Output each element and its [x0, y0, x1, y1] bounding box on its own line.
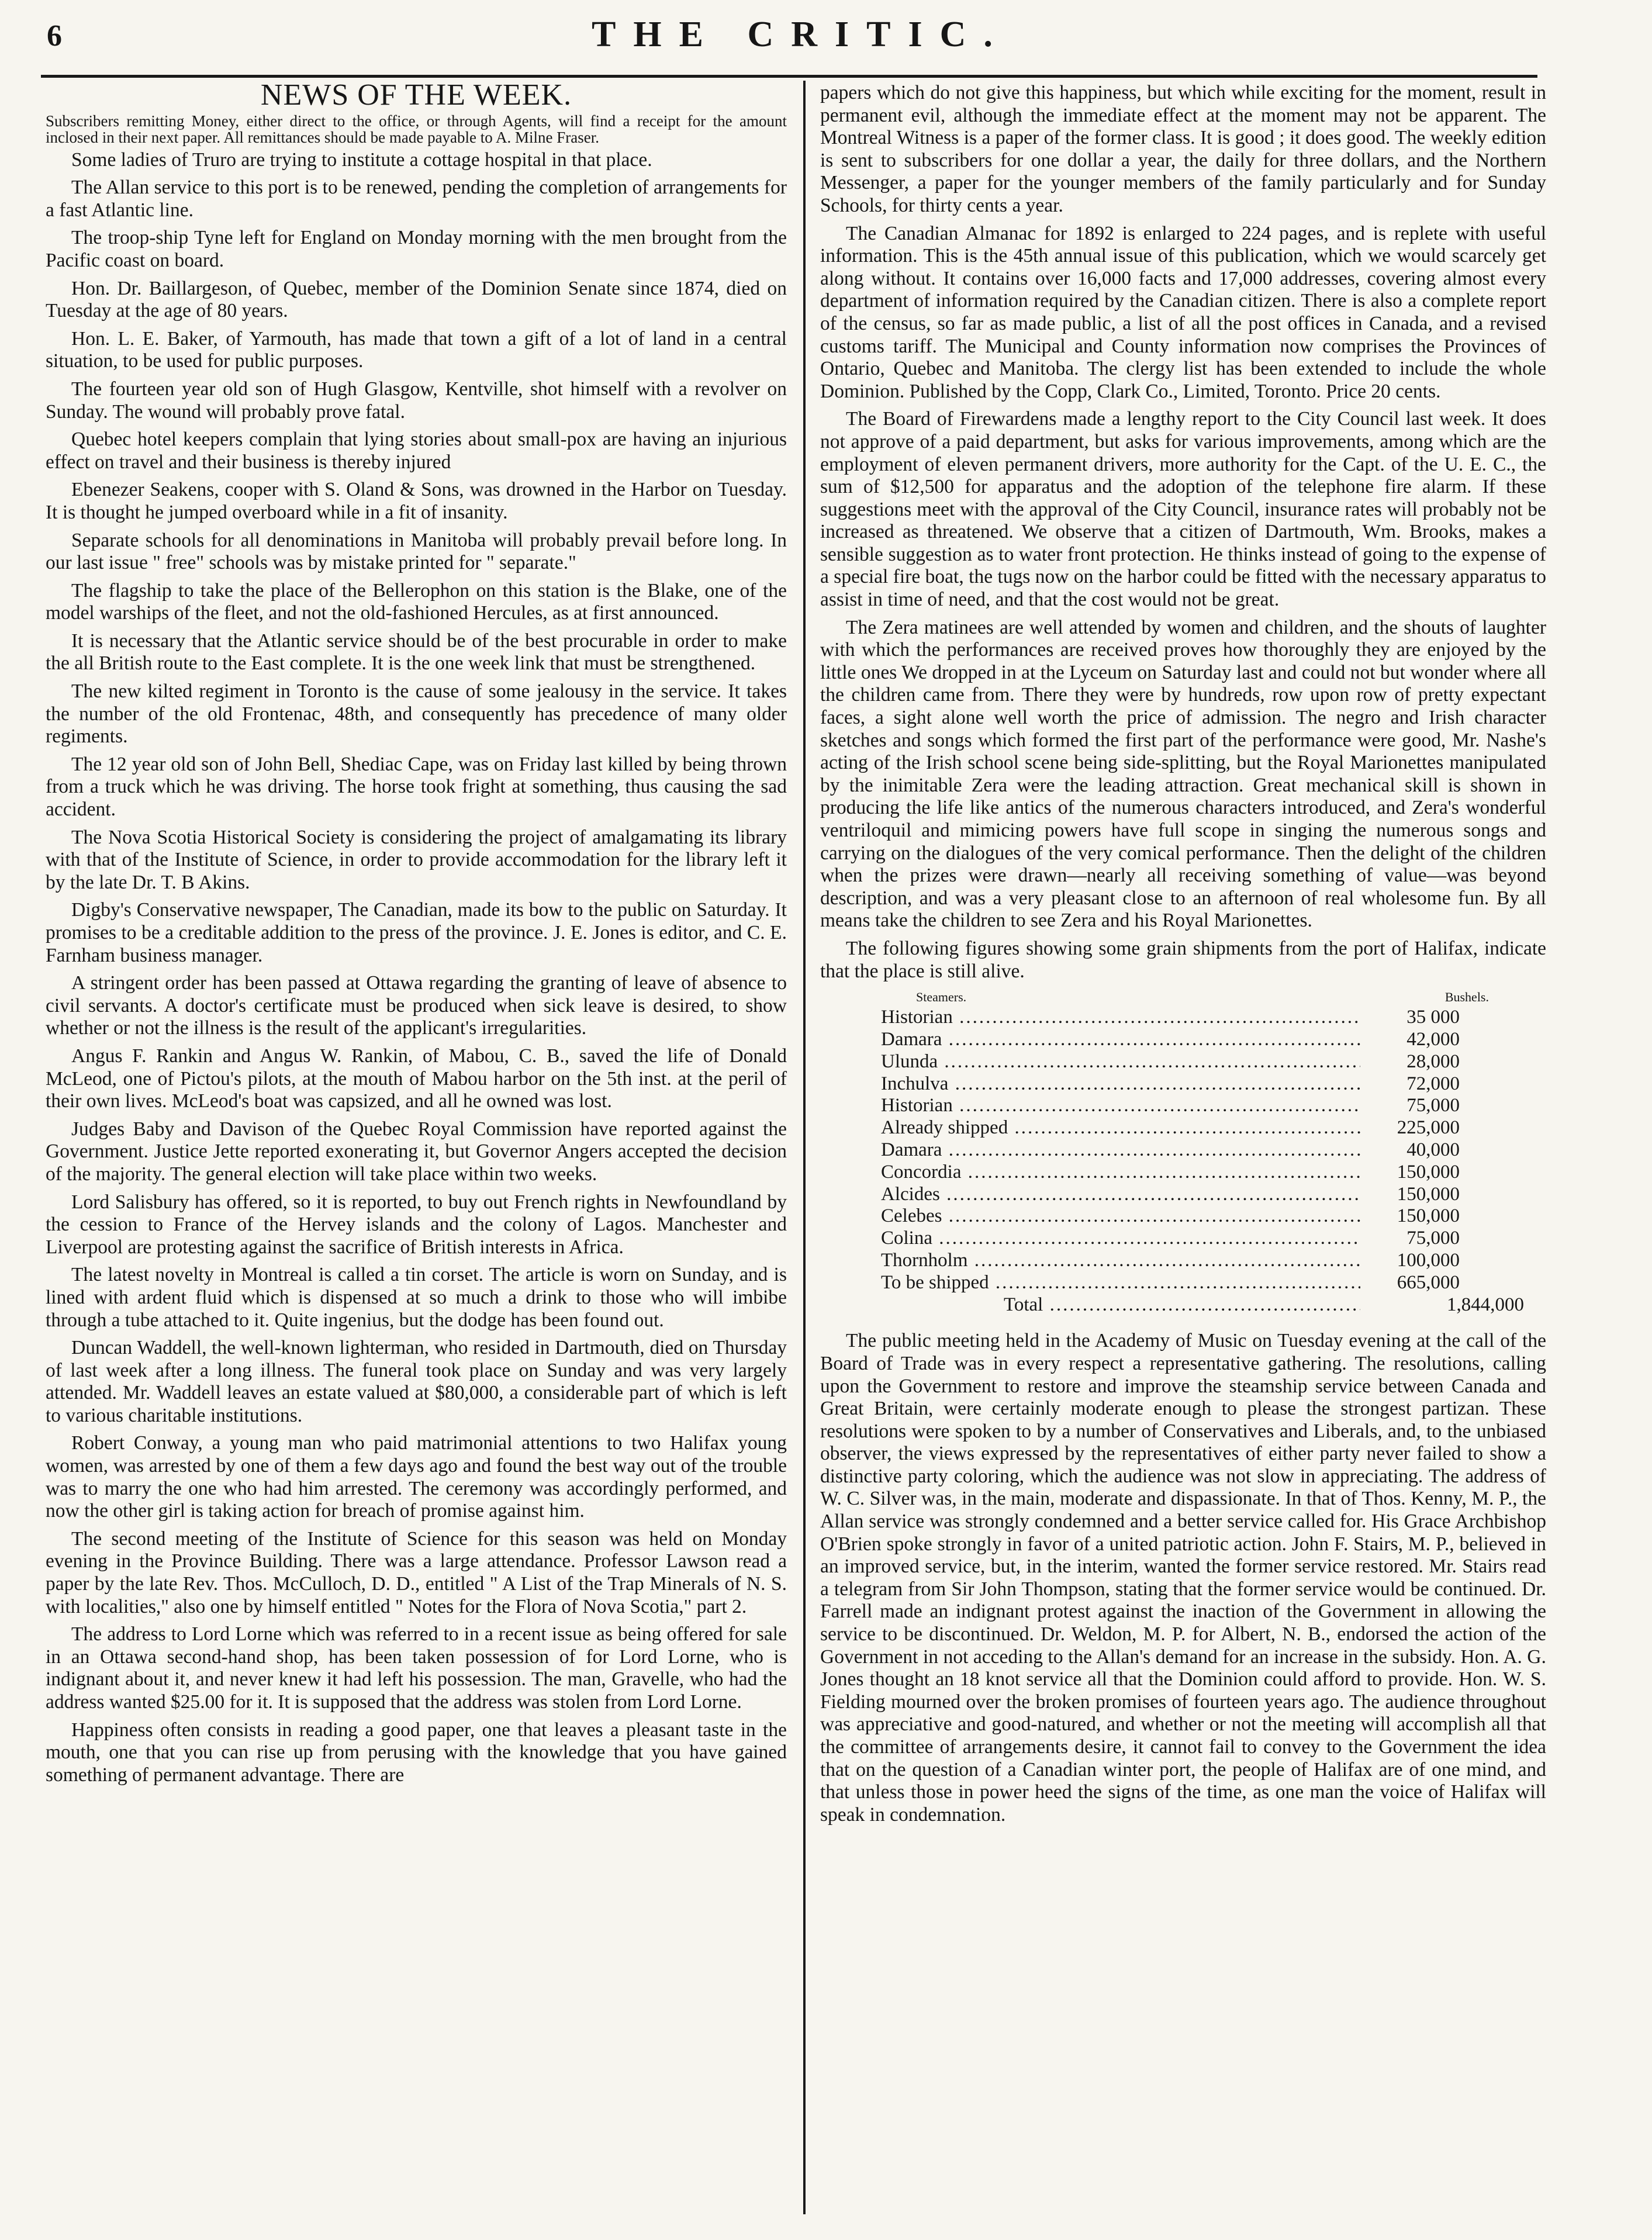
steamer-name: Alcides ..... [881, 1184, 1360, 1206]
steamer-name: To be shipped ..... [881, 1272, 1360, 1294]
total-label: Total ..... [881, 1294, 1360, 1316]
news-paragraph: The Allan service to this port is to be renewed, pending the completion of arrangements for a fast Atlantic line. [46, 177, 787, 221]
table-header [881, 988, 1524, 1007]
table-row [881, 1250, 1524, 1272]
bushels-value: 75,000 [1406, 1228, 1460, 1249]
news-paragraph: The flagship to take the place of the Bellerophon on this station is the Blake, one of the model warships of the fleet, and not the old-fashioned Hercules, as at first announced. [46, 579, 787, 624]
table-row [881, 1205, 1524, 1228]
news-paragraph: Duncan Waddell, the well-known lighterman, who resided in Dartmouth, died on Thursday of last week after a long illness. The funeral took place on Sunday and was very largely attended. Mr. Waddell leaves an estate valued at $80,000, a considerable part of which is left to various charitable institutions. [46, 1337, 787, 1426]
bushels-value: 100,000 [1397, 1249, 1460, 1271]
bushels-value: 35 000 [1406, 1007, 1460, 1028]
news-paragraph: Happiness often consists in reading a good paper, one that leaves a pleasant taste in the mouth, one that you can rise up from perusing with the knowledge that you have gained something of permanent advantage. There are [46, 1719, 787, 1786]
news-paragraph: The fourteen year old son of Hugh Glasgow, Kentville, shot himself with a revolver on Sunday. The wound will probably prove fatal. [46, 378, 787, 423]
table-row [881, 1073, 1524, 1095]
news-paragraph: The Zera matinees are well attended by women and children, and the shouts of laughter with which the performances are received proves how thoroughly they are enjoyed by the little ones We dropped in at the Lyceum on Saturday last and could not but wonder where all the children came from. There they were by hundreds, row upon row of pretty expectant faces, a sight alone well worth the price of admission. The negro and Irish character sketches and songs which formed the first part of the performance were good, Mr. Nashe's acting of the Irish school scene being side-splitting, but the Royal Marionettes manipulated by the inimitable Zera were the leading attraction. Great mechanical skill is shown in producing the life like antics of the numerous characters introduced, and Zera's wonderful ventriloquil and mimicing powers have full scope in singing the numerous songs and carrying on the dialogues of the very comical performance. Then the delight of the children when the prizes were drawn—nearly all receiving something of value—was beyond description, and was a very pleasant close to an afternoon of real wholesome fun. By all means take the children to see Zera and his Royal Marionettes. [820, 616, 1546, 932]
steamer-name: Historian ..... [881, 1007, 1360, 1029]
steamers-header: Steamers. [916, 990, 967, 1005]
steamer-name: Colina ..... [881, 1228, 1360, 1250]
news-paragraph: The address to Lord Lorne which was referred to in a recent issue as being offered for sale in an Ottawa second-hand shop, has been taken possession of for Lord Lorne, who is indignant about it, and never knew it had left his possession. The man, Gravelle, who had the address wanted $25.00 for it. It is supposed that the address was stolen from Lord Lorne. [46, 1623, 787, 1713]
steamer-name: Ulunda ..... [881, 1051, 1360, 1073]
news-paragraph: Hon. L. E. Baker, of Yarmouth, has made that town a gift of a lot of land in a central situation, to be used for public purposes. [46, 327, 787, 372]
left-column [46, 78, 787, 1792]
table-row [881, 1051, 1524, 1073]
bushels-header: Bushels. [1444, 990, 1489, 1005]
news-paragraph: The troop-ship Tyne left for England on Monday morning with the men brought from the Pacific coast on board. [46, 227, 787, 271]
table-row [881, 1139, 1524, 1162]
news-paragraph: Separate schools for all denominations in Manitoba will probably prevail before long. In our last issue " free" schools was by mistake printed for " separate." [46, 529, 787, 574]
column-divider [803, 81, 806, 2214]
bushels-value: 40,000 [1406, 1139, 1460, 1160]
table-row [881, 1095, 1524, 1117]
masthead: THE CRITIC. [592, 15, 1010, 54]
subscriber-notice: Subscribers remitting Money, either direct to the office, or through Agents, will find a receipt for the amount inclosed in their next paper. All remittances should be made payable to A. Milne Fraser. [46, 112, 787, 146]
table-row [881, 1029, 1524, 1051]
table-row [881, 1007, 1524, 1029]
news-paragraph: Angus F. Rankin and Angus W. Rankin, of Mabou, C. B., saved the life of Donald McLeod, one of Pictou's pilots, at the mouth of Mabou harbor on the 5th inst. at the peril of their own lives. McLeod's boat was capsized, and all he owned was lost. [46, 1045, 787, 1112]
bushels-value: 665,000 [1397, 1271, 1460, 1293]
news-paragraph: It is necessary that the Atlantic service should be of the best procurable in order to make the all British route to the East complete. It is the one week link that must be strengthened. [46, 630, 787, 675]
steamer-name: Thornholm ..... [881, 1250, 1360, 1272]
total-row [881, 1294, 1524, 1316]
steamer-name: Already shipped ..... [881, 1117, 1360, 1139]
bushels-value: 75,000 [1406, 1095, 1460, 1116]
bushels-value: 72,000 [1406, 1073, 1460, 1094]
steamer-name: Historian ..... [881, 1095, 1360, 1117]
news-paragraph: Robert Conway, a young man who paid matrimonial attentions to two Halifax young women, was arrested by one of them a few days ago and found the best way out of the trouble was to marry the one who had him arrested. The ceremony was accordingly performed, and now the other girl is taking action for breach of promise against him. [46, 1432, 787, 1522]
steamer-name: Concordia ..... [881, 1162, 1360, 1184]
news-paragraph: Lord Salisbury has offered, so it is reported, to buy out French rights in Newfoundland by the cession to France of the Hervey islands and the colony of Lagos. Manchester and Liverpool are protesting against the sacrifice of British interests in Africa. [46, 1191, 787, 1258]
section-title: NEWS OF THE WEEK. [260, 78, 572, 112]
news-paragraph: Ebenezer Seakens, cooper with S. Oland & Sons, was drowned in the Harbor on Tuesday. It is thought he jumped overboard while in a fit of insanity. [46, 479, 787, 523]
bushels-value: 28,000 [1406, 1050, 1460, 1072]
news-paragraph: The following figures showing some grain shipments from the port of Halifax, indicate that the place is still alive. [820, 937, 1546, 982]
page-number: 6 [47, 19, 62, 53]
news-paragraph: The 12 year old son of John Bell, Shediac Cape, was on Friday last killed by being thrown from a truck which he was driving. The horse took fright at something, thus causing the sad accident. [46, 753, 787, 821]
bushels-value: 150,000 [1397, 1205, 1460, 1227]
news-paragraph: The Canadian Almanac for 1892 is enlarged to 224 pages, and is replete with useful information. This is the 45th annual issue of this publication, which we would scarcely get along without. It contains over 16,000 facts and 17,000 addresses, covering almost every department of information required by the Canadian citizen. There is also a complete report of the census, so far as made public, a list of all the post offices in Canada, and a revised customs tariff. The Municipal and County information now comprises the Provinces of Ontario, Quebec and Manitoba. The clergy list has been extended to include the whole Dominion. Published by the Copp, Clark Co., Limited, Toronto. Price 20 cents. [820, 222, 1546, 402]
bushels-value: 150,000 [1397, 1161, 1460, 1183]
news-paragraph: The public meeting held in the Academy of Music on Tuesday evening at the call of the Board of Trade was in every respect a representative gathering. The resolutions, calling upon the Government to restore and improve the steamship service between Canada and Great Britain, were certainly moderate enough to please the strongest partizan. These resolutions were spoken to by a number of Conservatives and Liberals, and, to the unbiased observer, the views expressed by the representatives of either party never failed to show a distinctive party coloring, which the audience was not slow in appreciating. The address of W. C. Silver was, in the main, moderate and dispassionate. In that of Thos. Kenny, M. P., the Allan service was strongly condemned and a better service called for. His Grace Archbishop O'Brien spoke strongly in favor of a united patriotic action. John F. Stairs, M. P., believed in an improved service, but, in the interim, wanted the former service restored. Mr. Stairs read a telegram from Sir John Thompson, stating that the former service would be continued. Dr. Farrell made an indignant protest against the inaction of the Government in allowing the service to be discontinued. Dr. Weldon, M. P. for Albert, N. B., endorsed the action of the Government in not acceding to the Allan's demand for an increase in the subsidy. Hon. A. G. Jones thought an 18 knot service all that the Dominion could afford to provide. Hon. W. S. Fielding mourned over the broken promises of fourteen years ago. The audience throughout was appreciative and good-natured, and whether or not the meeting will accomplish all that the committee of arrangements desire, it cannot fail to convey to the Government the idea that on the question of a Canadian winter port, the people of Halifax are of one mind, and that unless those in power heed the signs of the time, as one man the voice of Halifax will speak in condemnation. [820, 1330, 1546, 1826]
news-paragraph: Hon. Dr. Baillargeson, of Quebec, member of the Dominion Senate since 1874, died on Tuesday at the age of 80 years. [46, 277, 787, 322]
news-paragraph: Quebec hotel keepers complain that lying stories about small-pox are having an injurious effect on travel and their business is thereby injured [46, 428, 787, 473]
table-row [881, 1272, 1524, 1294]
steamer-name: Damara ..... [881, 1139, 1360, 1162]
news-paragraph: The latest novelty in Montreal is called a tin corset. The article is worn on Sunday, and is lined with ardent fluid which is dispensed at so much a drink to those who will imbibe through a tube attached to it. Quite ingenius, but the dodge has been found out. [46, 1264, 787, 1331]
news-paragraph: The Nova Scotia Historical Society is considering the project of amalgamating its library with that of the Institute of Science, in order to provide accommodation for the library left it by the late Dr. T. B Akins. [46, 826, 787, 893]
news-paragraph: papers which do not give this happiness, but which while exciting for the moment, result in permanent evil, although the immediate effect at the moment may not be apparent. The Montreal Witness is a paper of the former class. It is good ; it does good. The weekly edition is sent to subscribers for one dollar a year, the daily for three dollars, and the Northern Messenger, a paper for the younger members of the family particularly and for Sunday Schools, for thirty cents a year. [820, 82, 1546, 216]
table-row [881, 1184, 1524, 1206]
page-header [41, 8, 1561, 78]
table-row [881, 1117, 1524, 1139]
header-rule [41, 75, 1537, 78]
steamer-name: Damara ..... [881, 1029, 1360, 1051]
news-paragraph: The Board of Firewardens made a lengthy report to the City Council last week. It does not approve of a paid department, but asks for various improvements, among which are the employment of eleven permanent drivers, more authority for the Capt. of the U. E. C., the sum of $12,500 for apparatus and the adoption of the telephone fire alarm. If these suggestions meet with the approval of the City Council, insurance rates will probably not be increased as threatened. We observe that a citizen of Dartmouth, Wm. Brooks, makes a sensible suggestion as to water front protection. He thinks instead of going to the expense of a special fire boat, the tugs now on the harbor could be fitted with the necessary apparatus to assist in time of need, and that the cost would not be great. [820, 408, 1546, 611]
table-row [881, 1162, 1524, 1184]
steamer-name: Celebes ..... [881, 1205, 1360, 1228]
news-paragraph: The second meeting of the Institute of Science for this season was held on Monday evening in the Province Building. There was a large attendance. Professor Lawson read a paper by the late Rev. Thos. McCulloch, D. D., entitled " A List of the Trap Minerals of N. S. with localities," also one by himself entitled " Notes for the Flora of Nova Scotia," part 2. [46, 1527, 787, 1617]
news-paragraph: Judges Baby and Davison of the Quebec Royal Commission have reported against the Government. Justice Jette reported exonerating it, but Governor Angers accepted the decision of the majority. The general election will take place within two weeks. [46, 1118, 787, 1185]
table-row [881, 1228, 1524, 1250]
news-paragraph: Digby's Conservative newspaper, The Canadian, made its bow to the public on Saturday. It promises to be a creditable addition to the press of the province. J. E. Jones is editor, and C. E. Farnham business manager. [46, 899, 787, 966]
right-column [820, 82, 1546, 1831]
grain-shipments-table [881, 988, 1524, 1316]
bushels-value: 150,000 [1397, 1183, 1460, 1205]
news-paragraph: Some ladies of Truro are trying to institute a cottage hospital in that place. [71, 148, 652, 171]
total-value: 1,844,000 [1447, 1294, 1524, 1315]
bushels-value: 42,000 [1406, 1028, 1460, 1050]
news-paragraph: The new kilted regiment in Toronto is the cause of some jealousy in the service. It takes the number of the old Frontenac, 48th, and consequently has precedence of many older regiments. [46, 680, 787, 748]
steamer-name: Inchulva ..... [881, 1073, 1360, 1095]
bushels-value: 225,000 [1397, 1117, 1460, 1139]
news-paragraph: A stringent order has been passed at Ottawa regarding the granting of leave of absence to civil servants. A doctor's certificate must be produced when sick leave is desired, to show whether or not the illness is the result of the applicant's irregularities. [46, 972, 787, 1039]
